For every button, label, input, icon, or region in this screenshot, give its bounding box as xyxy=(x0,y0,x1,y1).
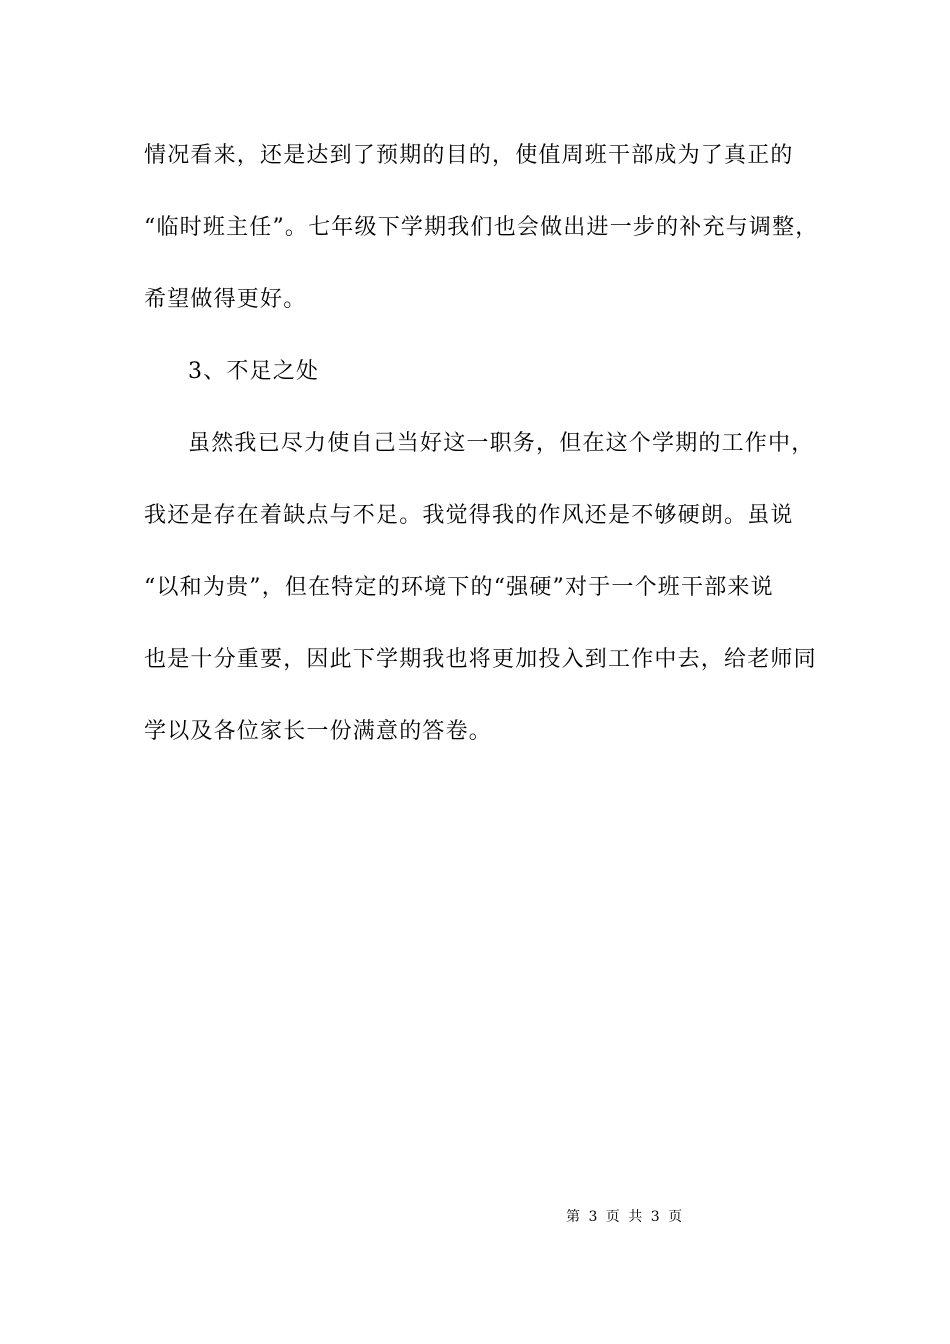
text-line-8: 也是十分重要，因此下学期我也将更加投入到工作中去，给老师同 xyxy=(144,647,817,672)
text-line-3: 希望做得更好。 xyxy=(144,287,307,312)
text-line-7: “以和为贵”，但在特定的环境下的“强硬”对于一个班干部来说 xyxy=(144,575,774,600)
text-line-6: 我还是存在着缺点与不足。我觉得我的作风还是不够硬朗。虽说 xyxy=(144,503,794,528)
text-line-9: 学以及各位家长一份满意的答卷。 xyxy=(144,719,493,744)
page-number: 第 3 页 共 3 页 xyxy=(566,1209,685,1225)
text-line-5: 虽然我已尽力使自己当好这一职务，但在这个学期的工作中， xyxy=(188,431,815,456)
section-heading: 3、不足之处 xyxy=(188,359,320,384)
text-line-2: “临时班主任”。七年级下学期我们也会做出进一步的补充与调整， xyxy=(144,215,819,240)
text-line-1: 情况看来，还是达到了预期的目的，使值周班干部成为了真正的 xyxy=(144,143,794,168)
body-text xyxy=(144,130,819,778)
